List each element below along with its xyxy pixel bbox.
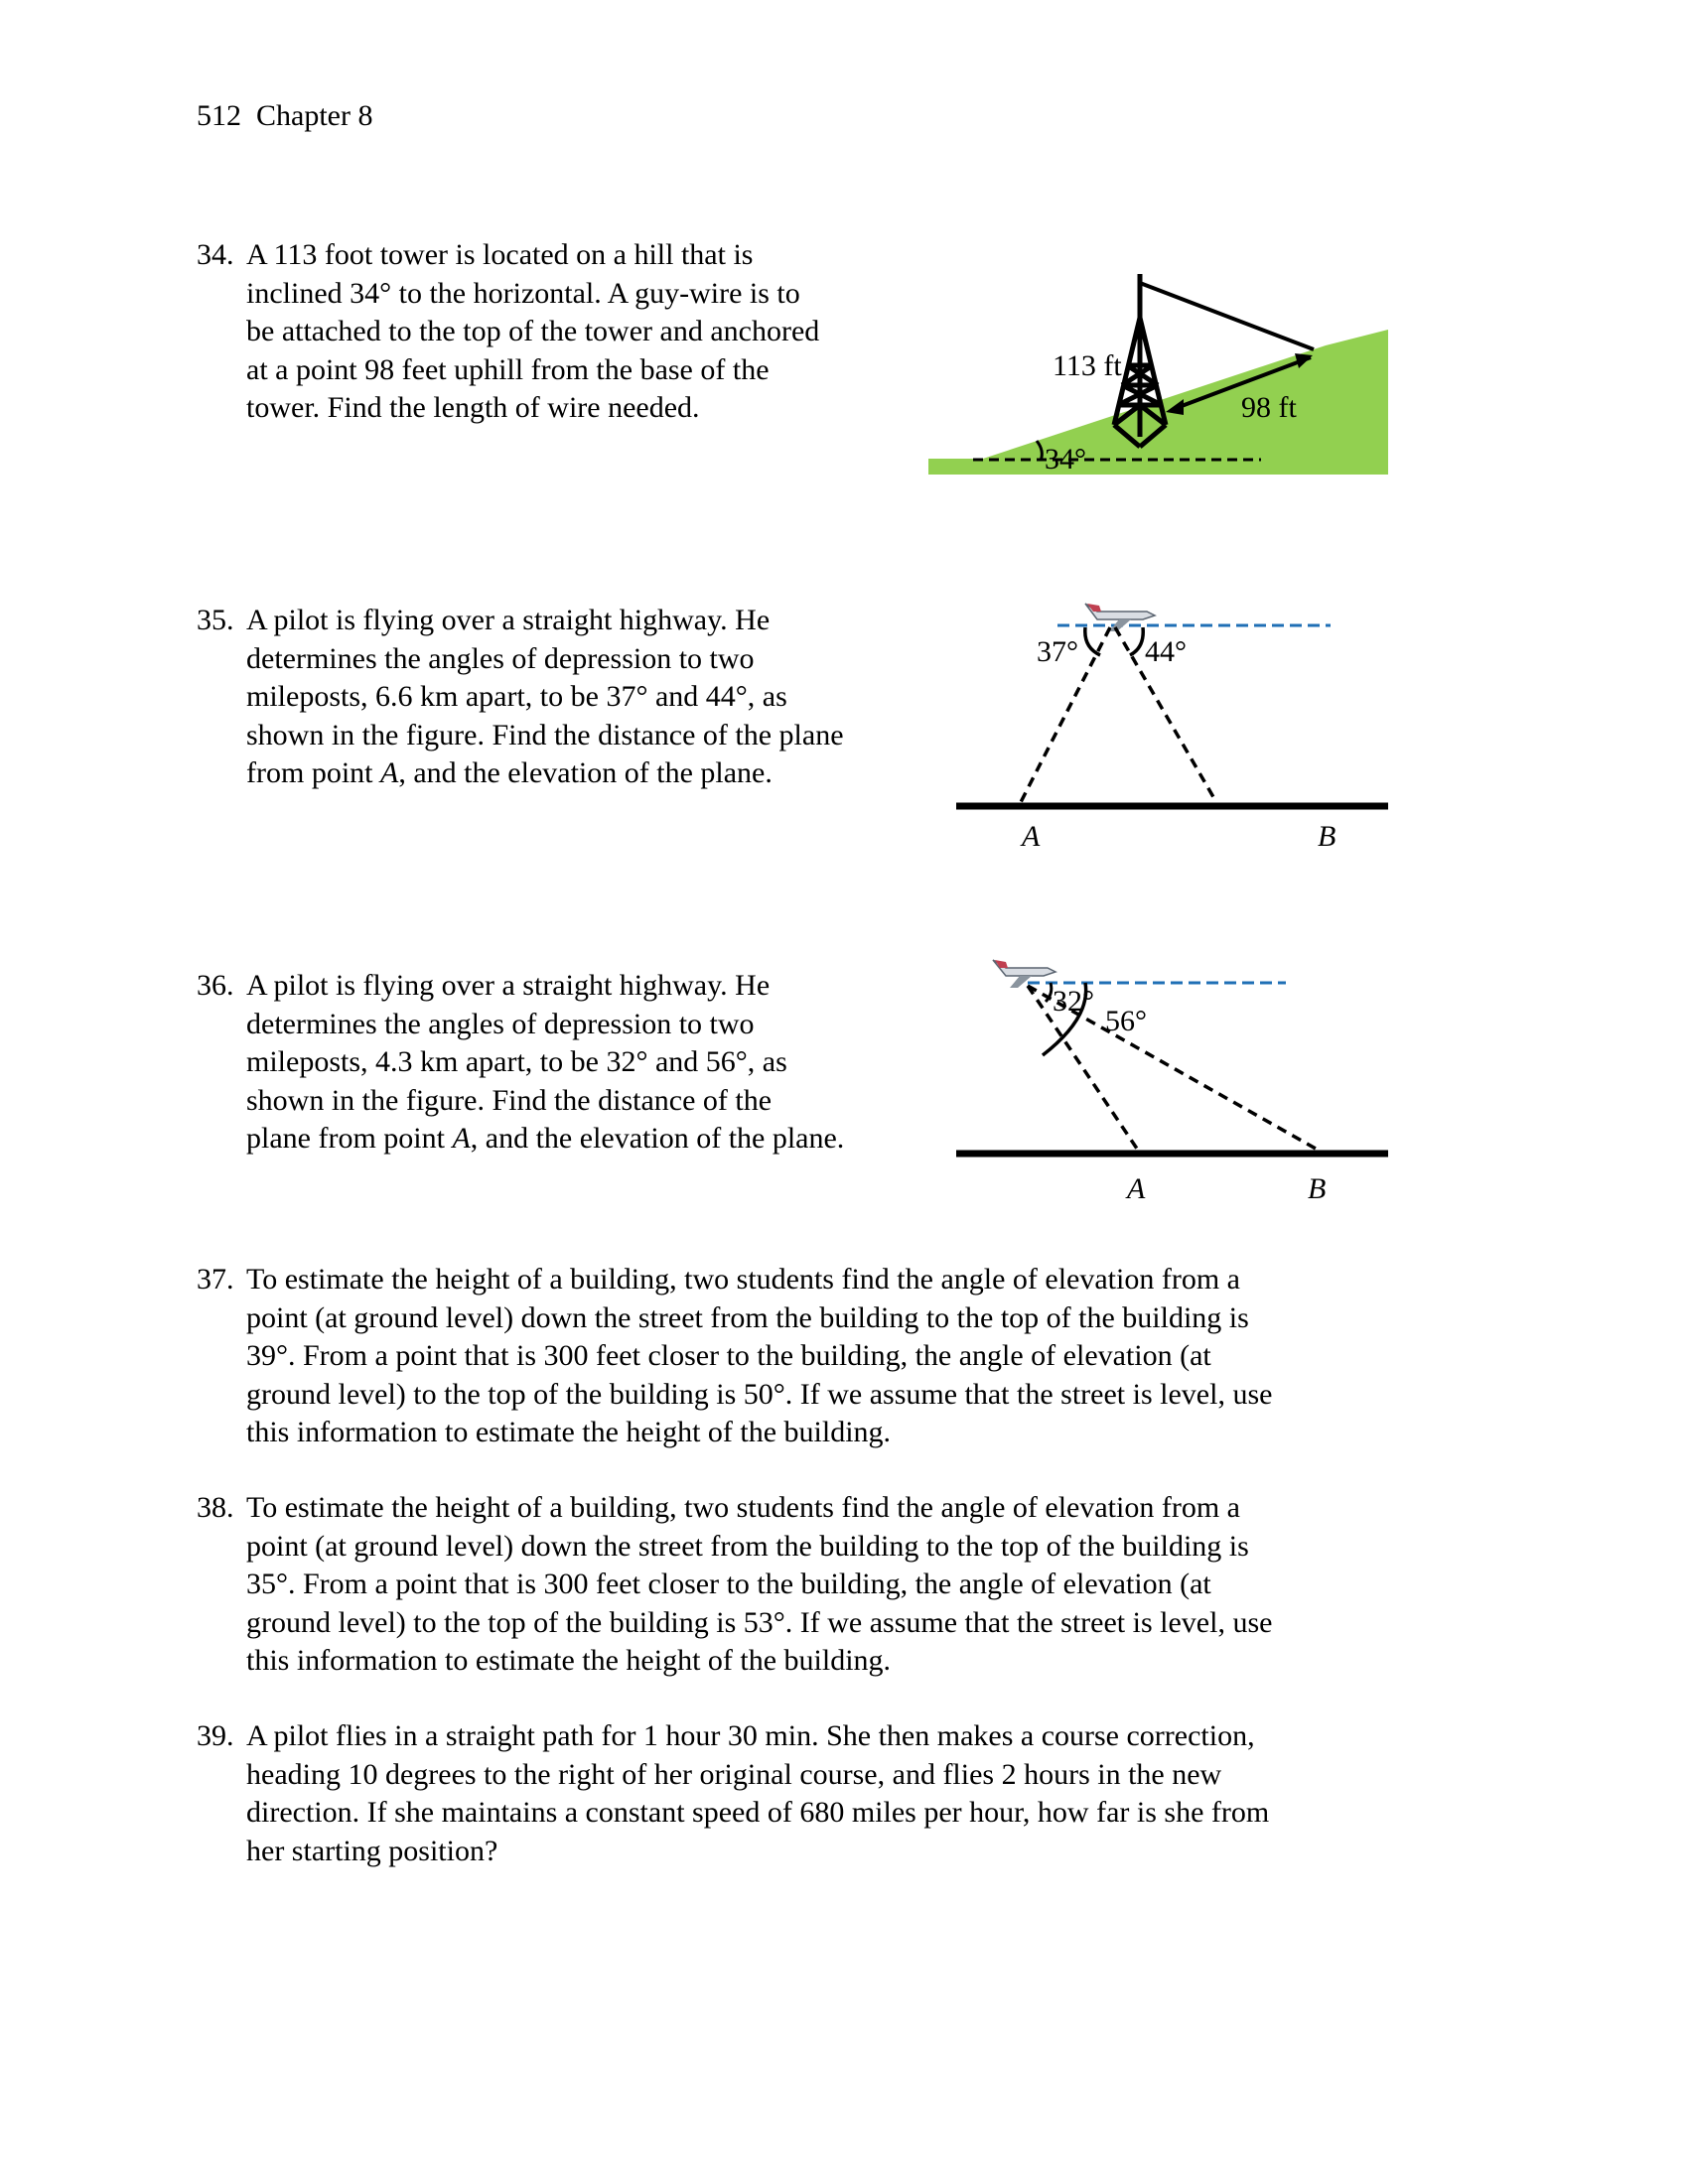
angle-label-left: 37° bbox=[1037, 635, 1078, 668]
problem-number: 35. bbox=[197, 604, 234, 636]
point-b-label: B bbox=[1308, 1172, 1327, 1205]
problem-line: this information to estimate the height of the building. bbox=[246, 1644, 892, 1677]
problem-36 bbox=[197, 967, 951, 1159]
problem-line: tower. Find the length of wire needed. bbox=[246, 391, 700, 424]
problem-line: point (at ground level) down the street from the building to the top of the building is bbox=[246, 1300, 1249, 1334]
angle-label-outer: 56° bbox=[1105, 1005, 1147, 1037]
tower-figure bbox=[923, 258, 1400, 486]
chapter-title: Chapter 8 bbox=[256, 99, 373, 132]
text-span: plane from point bbox=[246, 1122, 453, 1155]
problem-38 bbox=[197, 1489, 1448, 1681]
page-number: 512 bbox=[197, 99, 241, 132]
plane-figure-35 bbox=[948, 586, 1395, 864]
angle-arc-right bbox=[1130, 627, 1143, 655]
problem-line: shown in the figure. Find the distance of the plane bbox=[246, 718, 844, 751]
problem-line: point (at ground level) down the street from the building to the top of the building is bbox=[246, 1529, 1249, 1563]
height-label: 113 ft bbox=[1053, 349, 1122, 382]
text-span: , and the elevation of the plane. bbox=[470, 1122, 845, 1155]
angle-label: 34° bbox=[1045, 443, 1086, 476]
angle-label-inner: 32° bbox=[1053, 985, 1094, 1018]
problem-line: heading 10 degrees to the right of her original course, and flies 2 hours in the new bbox=[246, 1757, 1222, 1791]
page-header bbox=[197, 99, 372, 133]
problem-line: ground level) to the top of the building is 53°. If we assume that the street is level, use bbox=[246, 1605, 1273, 1639]
problem-line bbox=[246, 1120, 951, 1159]
problem-number: 36. bbox=[197, 969, 234, 1002]
text-span: from point bbox=[246, 756, 380, 789]
problem-number: 34. bbox=[197, 238, 234, 271]
problem-37 bbox=[197, 1261, 1448, 1452]
variable-a: A bbox=[380, 756, 399, 789]
problem-line: her starting position? bbox=[246, 1834, 498, 1867]
problem-line: determines the angles of depression to two bbox=[246, 1007, 755, 1040]
problem-number: 38. bbox=[197, 1491, 234, 1524]
problem-line: determines the angles of depression to two bbox=[246, 641, 755, 675]
problem-line: To estimate the height of a building, two students find the angle of elevation from a bbox=[246, 1263, 1240, 1296]
point-a-label: A bbox=[1022, 820, 1041, 853]
problem-line: inclined 34° to the horizontal. A guy-wire is to bbox=[246, 276, 800, 310]
problem-line: A pilot flies in a straight path for 1 hour 30 min. She then makes a course correction, bbox=[246, 1719, 1255, 1752]
problem-line: A 113 foot tower is located on a hill that is bbox=[246, 238, 754, 271]
problem-line: To estimate the height of a building, two students find the angle of elevation from a bbox=[246, 1491, 1240, 1524]
airplane-icon bbox=[1085, 604, 1155, 631]
problem-line: 35°. From a point that is 300 feet closer to the building, the angle of elevation (at bbox=[246, 1568, 1211, 1600]
angle-label-right: 44° bbox=[1145, 635, 1187, 668]
plane-figure-36 bbox=[948, 938, 1395, 1216]
problem-line bbox=[246, 754, 951, 793]
problem-34 bbox=[197, 236, 931, 428]
point-b-label: B bbox=[1318, 820, 1336, 853]
problem-line: A pilot is flying over a straight highway. He bbox=[246, 604, 771, 636]
problem-number: 37. bbox=[197, 1263, 234, 1296]
problem-line: 39°. From a point that is 300 feet closer to the building, the angle of elevation (at bbox=[246, 1339, 1211, 1372]
problem-39 bbox=[197, 1717, 1448, 1870]
problem-line: at a point 98 feet uphill from the base of the bbox=[246, 352, 770, 386]
point-a-label: A bbox=[1127, 1172, 1146, 1205]
problem-line: mileposts, 4.3 km apart, to be 32° and 56°, as bbox=[246, 1045, 787, 1078]
tower-icon bbox=[1114, 274, 1166, 447]
variable-a: A bbox=[452, 1122, 471, 1155]
problem-number: 39. bbox=[197, 1719, 234, 1752]
problem-line: be attached to the top of the tower and anchored bbox=[246, 315, 820, 347]
guy-wire bbox=[1140, 283, 1314, 349]
problem-line: A pilot is flying over a straight highway. He bbox=[246, 969, 771, 1002]
problem-line: shown in the figure. Find the distance of the bbox=[246, 1083, 773, 1117]
problem-line: this information to estimate the height of the building. bbox=[246, 1416, 892, 1448]
problem-line: ground level) to the top of the building is 50°. If we assume that the street is level, use bbox=[246, 1377, 1273, 1411]
problem-line: direction. If she maintains a constant speed of 680 miles per hour, how far is she from bbox=[246, 1796, 1270, 1829]
distance-label: 98 ft bbox=[1241, 391, 1297, 424]
problem-line: mileposts, 6.6 km apart, to be 37° and 44°, as bbox=[246, 680, 787, 713]
text-span: , and the elevation of the plane. bbox=[398, 756, 773, 789]
problem-35 bbox=[197, 602, 951, 793]
